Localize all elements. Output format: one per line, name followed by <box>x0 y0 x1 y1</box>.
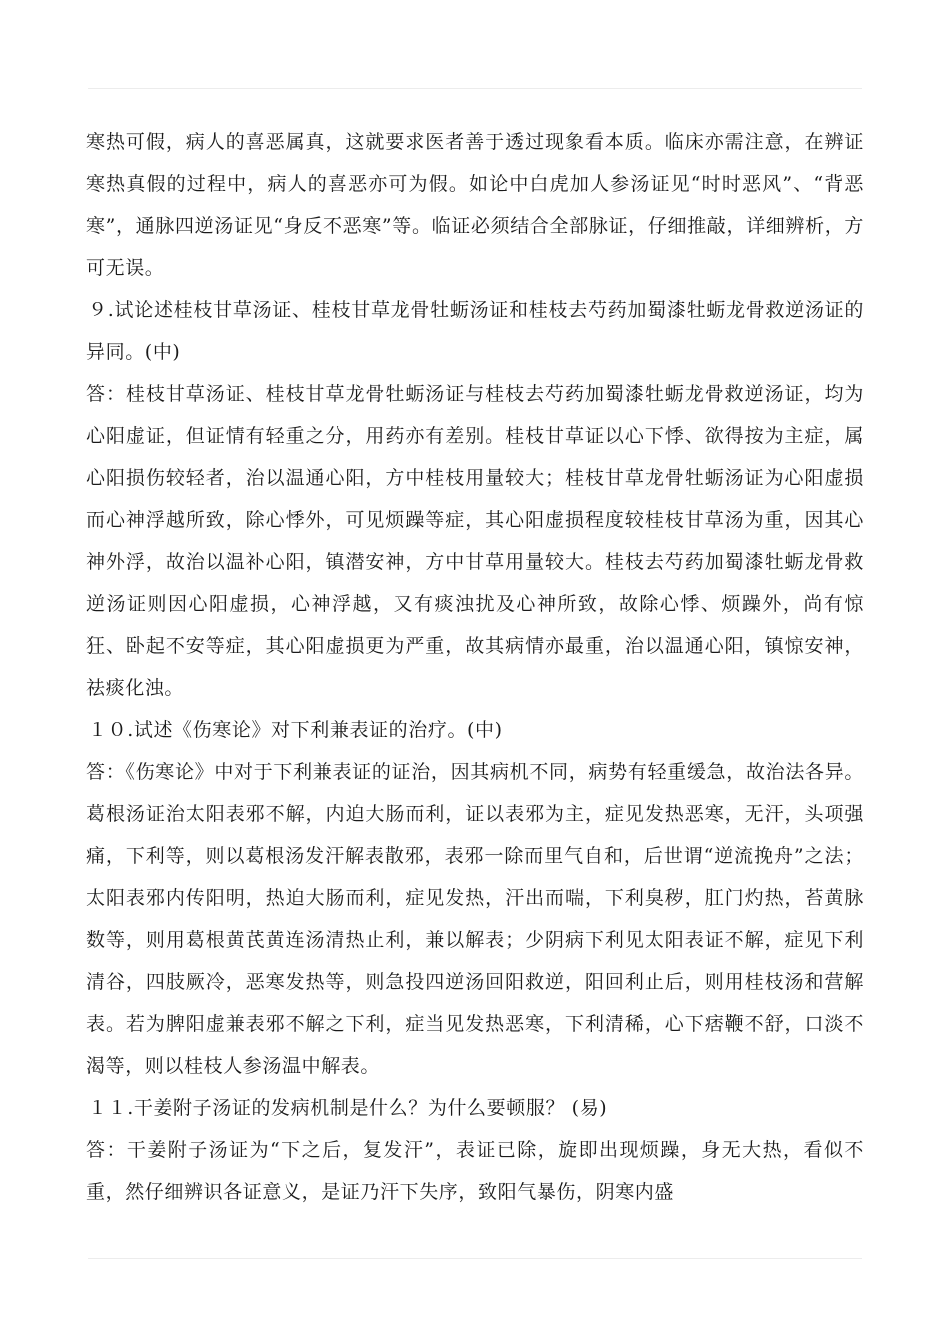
answer-11: 答：干姜附子汤证为“下之后，复发汗”，表证已除，旋即出现烦躁，身无大热，看似不重，然仔细辨识各证意义，是证乃汗下失序，致阳气暴伤，阴寒内盛 <box>86 1139 864 1203</box>
question-10: １０.试述《伤寒论》对下利兼表证的治疗。(中) <box>88 719 503 741</box>
answer-continuation-paragraph: 寒热可假，病人的喜恶属真，这就要求医者善于透过现象看本质。临床亦需注意，在辨证寒热真假的过程中，病人的喜恶亦可为假。如论中白虎加人参汤证见“时时恶风”、“背恶寒”，通脉四逆汤证见“身反不恶寒”等。临证必须结合全部脉证，仔细推敲，详细辨析，方可无误。 <box>86 131 864 279</box>
answer-9: 答：桂枝甘草汤证、桂枝甘草龙骨牡蛎汤证与桂枝去芍药加蜀漆牡蛎龙骨救逆汤证，均为心阳虚证，但证情有轻重之分，用药亦有差别。桂枝甘草证以心下悸、欲得按为主症，属心阳损伤较轻者，治以温通心阳，方中桂枝用量较大；桂枝甘草龙骨牡蛎汤证为心阳虚损而心神浮越所致，除心悸外，可见烦躁等症，其心阳虚损程度较桂枝甘草汤为重，因其心神外浮，故治以温补心阳，镇潜安神，方中甘草用量较大。桂枝去芍药加蜀漆牡蛎龙骨救逆汤证则因心阳虚损，心神浮越，又有痰浊扰及心神所致，故除心悸、烦躁外，尚有惊狂、卧起不安等症，其心阳虚损更为严重，故其病情亦最重，治以温通心阳，镇惊安神，祛痰化浊。 <box>86 383 864 699</box>
question-9: ９.试论述桂枝甘草汤证、桂枝甘草龙骨牡蛎汤证和桂枝去芍药加蜀漆牡蛎龙骨救逆汤证的异同。(中) <box>86 299 864 363</box>
document-body <box>86 121 864 1213</box>
question-11: １１.干姜附子汤证的发病机制是什么？为什么要顿服？ (易) <box>88 1097 608 1119</box>
answer-10: 答：《伤寒论》中对于下利兼表证的证治，因其病机不同，病势有轻重缓急，故治法各异。葛根汤证治太阳表邪不解，内迫大肠而利，证以表邪为主，症见发热恶寒，无汗，头项强痛，下利等，则以葛根汤发汗解表散邪，表邪一除而里气自和，后世谓“逆流挽舟”之法；太阳表邪内传阳明，热迫大肠而利，症见发热，汗出而喘，下利臭秽，肛门灼热，苔黄脉数等，则用葛根黄芪黄连汤清热止利，兼以解表；少阴病下利见太阳表证不解，症见下利清谷，四肢厥冷，恶寒发热等，则急投四逆汤回阳救逆，阳回利止后，则用桂枝汤和营解表。若为脾阳虚兼表邪不解之下利，症当见发热恶寒，下利清稀，心下痞鞭不舒，口淡不渴等，则以桂枝人参汤温中解表。 <box>86 761 864 1077</box>
header-rule <box>88 88 862 89</box>
footer-rule <box>88 1258 862 1259</box>
